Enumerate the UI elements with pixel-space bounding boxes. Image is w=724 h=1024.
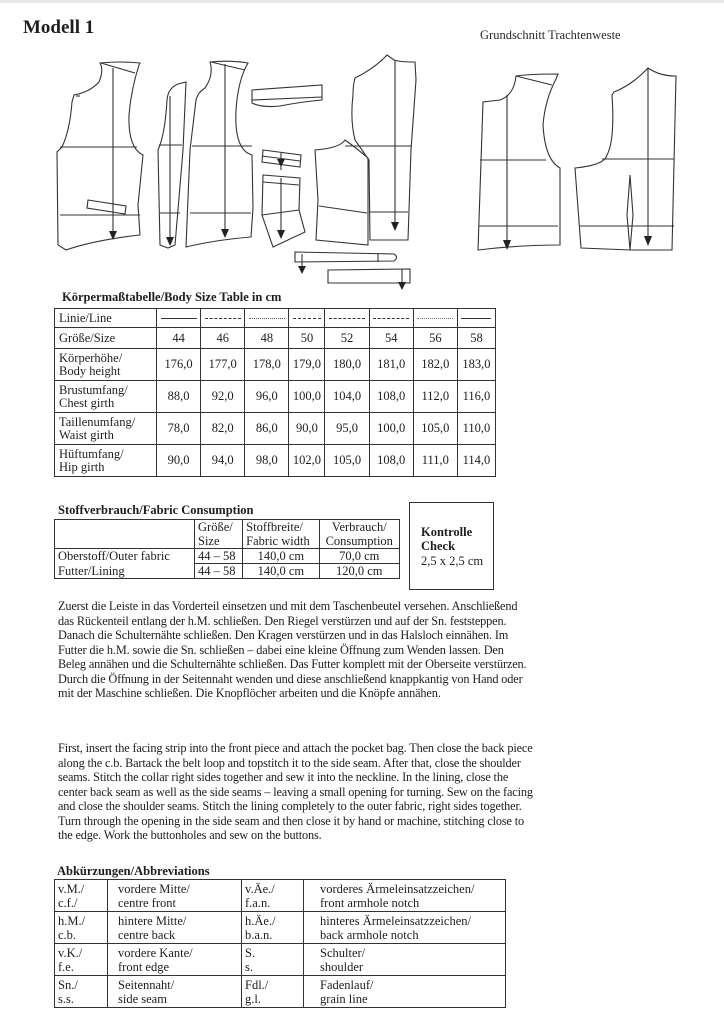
meaning-en: front edge xyxy=(118,959,170,974)
pattern-belt-loop xyxy=(295,252,410,285)
meaning-en: centre front xyxy=(118,895,176,910)
meaning-en: grain line xyxy=(320,991,368,1006)
table-row xyxy=(55,976,506,1008)
body-size-table-heading: Körpermaßtabelle/Body Size Table in cm xyxy=(62,290,282,304)
size-cell: 44 xyxy=(157,328,201,349)
meaning-en: shoulder xyxy=(320,959,364,974)
fabric-table-heading: Stoffverbrauch/Fabric Consumption xyxy=(58,503,254,517)
width-cell: 140,0 cm xyxy=(243,549,319,564)
value-cell: 100,0 xyxy=(369,413,413,445)
header-en: Fabric width xyxy=(246,534,310,548)
abbr-cell xyxy=(242,912,304,944)
meaning-de: hinteres Ärmeleinsatzzeichen/ xyxy=(320,913,471,928)
meaning-cell xyxy=(108,912,242,944)
abbr-en: s. xyxy=(245,959,253,974)
empty-header-cell xyxy=(55,520,195,549)
table-row xyxy=(55,912,506,944)
value-cell: 116,0 xyxy=(457,381,495,413)
abbr-de: h.Äe./ xyxy=(245,913,276,928)
abbr-en: s.s. xyxy=(58,991,74,1006)
label-de: Brustumfang/ xyxy=(59,382,128,397)
abbr-de: Fdl./ xyxy=(245,977,269,992)
consumption-cell: 120,0 cm xyxy=(319,564,400,579)
abbr-cell xyxy=(55,880,108,912)
meaning-cell xyxy=(304,880,506,912)
label-en: Chest girth xyxy=(59,395,115,410)
row-label: Größe/Size xyxy=(55,328,157,349)
value-cell: 183,0 xyxy=(457,349,495,381)
line-sample-short-long-dash xyxy=(289,309,325,328)
fabric-consumption-table xyxy=(54,519,400,579)
value-cell: 111,0 xyxy=(413,445,457,477)
line-sample-dotted xyxy=(245,309,289,328)
value-cell: 86,0 xyxy=(245,413,289,445)
value-cell: 96,0 xyxy=(245,381,289,413)
abbr-de: v.Äe./ xyxy=(245,881,275,896)
col-header-size xyxy=(195,520,243,549)
abbr-de: v.M./ xyxy=(58,881,85,896)
meaning-de: vordere Kante/ xyxy=(118,945,193,960)
grain-line-arrows xyxy=(109,159,652,290)
abbreviations-heading: Abkürzungen/Abbreviations xyxy=(57,864,210,878)
value-cell: 105,0 xyxy=(325,445,369,477)
value-cell: 90,0 xyxy=(157,445,201,477)
abbr-en: f.e. xyxy=(58,959,74,974)
value-cell: 178,0 xyxy=(245,349,289,381)
header-en: Size xyxy=(198,534,220,548)
check-square xyxy=(409,502,494,590)
meaning-cell xyxy=(304,944,506,976)
value-cell: 110,0 xyxy=(457,413,495,445)
table-row-line xyxy=(55,309,496,328)
meaning-cell xyxy=(304,976,506,1008)
header-de: Verbrauch/ xyxy=(331,520,387,534)
value-cell: 108,0 xyxy=(369,381,413,413)
meaning-en: centre back xyxy=(118,927,176,942)
meaning-cell xyxy=(108,976,242,1008)
label-en: Waist girth xyxy=(59,427,114,442)
value-cell: 180,0 xyxy=(325,349,369,381)
body-size-table xyxy=(54,308,496,477)
table-row-waist-girth xyxy=(55,413,496,445)
label-de: Taillenumfang/ xyxy=(59,414,136,429)
abbr-de: Sn./ xyxy=(58,977,78,992)
value-cell: 94,0 xyxy=(201,445,245,477)
meaning-de: hintere Mitte/ xyxy=(118,913,187,928)
value-cell: 114,0 xyxy=(457,445,495,477)
check-measure: 2,5 x 2,5 cm xyxy=(421,554,484,568)
check-label xyxy=(421,525,472,553)
consumption-cell: 70,0 cm xyxy=(319,549,400,564)
row-label: Linie/Line xyxy=(55,309,157,328)
table-row-chest-girth xyxy=(55,381,496,413)
size-cell: 44 – 58 xyxy=(195,564,243,579)
size-cell: 48 xyxy=(245,328,289,349)
value-cell: 102,0 xyxy=(289,445,325,477)
value-cell: 88,0 xyxy=(157,381,201,413)
label-en: Hip girth xyxy=(59,459,105,474)
instructions-german: Zuerst die Leiste in das Vorderteil einsetzen und mit dem Taschenbeutel versehen. Anschließend das Rückenteil entlang der h.M. schließen. Den Riegel verstürzen und auf der Sn. feststeppen. Danach die Schulternähte schließen. Den Kragen verstürzen und in das Halsloch einnähen. Im Futter die h.M. sowie die Sn. schließen – dabei eine kleine Öffnung zum Wenden lassen. Den Beleg annähen und die Schulternähte schließen. Das Futter komplett mit der Oberseite verstürzen. Durch die Öffnung in der Seitennaht wenden und diese anschließend knappkantig von Hand oder mit der Maschine schließen. Die Knopflöcher arbeiten und die Knöpfe annähen. xyxy=(58,599,527,700)
abbr-en: g.l. xyxy=(245,991,261,1006)
table-row xyxy=(55,549,400,564)
size-cell: 46 xyxy=(201,328,245,349)
abbr-en: c.f./ xyxy=(58,895,78,910)
size-cell: 44 – 58 xyxy=(195,549,243,564)
abbr-cell xyxy=(242,944,304,976)
abbr-en: f.a.n. xyxy=(245,895,271,910)
value-cell: 182,0 xyxy=(413,349,457,381)
value-cell: 95,0 xyxy=(325,413,369,445)
meaning-en: back armhole notch xyxy=(320,927,419,942)
header-de: Größe/ xyxy=(198,520,233,534)
header-en: Consumption xyxy=(325,534,393,548)
pattern-basic-back xyxy=(575,68,676,250)
abbr-en: c.b. xyxy=(58,927,77,942)
page-title: Modell 1 xyxy=(23,17,95,38)
value-cell: 177,0 xyxy=(201,349,245,381)
pattern-pieces-illustration xyxy=(0,0,724,300)
line-sample-fine-dotted xyxy=(413,309,457,328)
value-cell: 104,0 xyxy=(325,381,369,413)
col-header-fabric-width xyxy=(243,520,319,549)
meaning-cell xyxy=(108,880,242,912)
abbr-de: h.M./ xyxy=(58,913,86,928)
pattern-lining-front xyxy=(186,61,253,247)
row-label xyxy=(55,349,157,381)
check-label-en: Check xyxy=(421,539,456,553)
width-cell: 140,0 cm xyxy=(243,564,319,579)
row-label xyxy=(55,381,157,413)
col-header-consumption xyxy=(319,520,400,549)
pattern-collar xyxy=(252,85,322,107)
size-cell: 56 xyxy=(413,328,457,349)
size-cell: 50 xyxy=(289,328,325,349)
pattern-side-front xyxy=(315,140,368,245)
table-row-body-height xyxy=(55,349,496,381)
line-sample-dot-dot-long-dash xyxy=(457,309,495,328)
label-de: Hüftumfang/ xyxy=(59,446,124,461)
value-cell: 112,0 xyxy=(413,381,457,413)
pattern-front-piece xyxy=(57,62,143,250)
meaning-de: Fadenlauf/ xyxy=(320,977,374,992)
abbr-cell xyxy=(242,976,304,1008)
line-sample-long-dash xyxy=(201,309,245,328)
pattern-basic-front xyxy=(478,74,560,250)
value-cell: 105,0 xyxy=(413,413,457,445)
value-cell: 108,0 xyxy=(369,445,413,477)
meaning-cell xyxy=(304,912,506,944)
meaning-de: Seitennaht/ xyxy=(118,977,175,992)
check-label-de: Kontrolle xyxy=(421,525,473,539)
abbreviations-table xyxy=(54,879,506,1008)
page-subtitle: Grundschnitt Trachtenweste xyxy=(480,28,621,42)
row-label xyxy=(55,445,157,477)
line-sample-solid xyxy=(157,309,201,328)
line-sample-dash-long-dash xyxy=(369,309,413,328)
instructions-english: First, insert the facing strip into the front piece and attach the pocket bag. Then close the back piece along the c.b. Bartack the belt loop and topstitch it to the side seam. After that, close the shoulder seams. Stitch the collar right sides together and sew it into the neckline. In the lining, close the center back seam as well as the side seams – leaving a small opening for turning. Sew on the facing and close the shoulder seams. Stitch the lining completely to the outer fabric, right sides together. Turn through the opening in the side seam and then close it by hand or machine, stitching close to the edge. Work the buttonholes and sew on the buttons. xyxy=(58,741,533,842)
meaning-de: vorderes Ärmeleinsatzzeichen/ xyxy=(320,881,475,896)
meaning-de: vordere Mitte/ xyxy=(118,881,190,896)
line-sample-dashed xyxy=(325,309,369,328)
value-cell: 181,0 xyxy=(369,349,413,381)
abbr-cell xyxy=(242,880,304,912)
row-label xyxy=(55,413,157,445)
meaning-en: front armhole notch xyxy=(320,895,420,910)
abbr-de: S. xyxy=(245,945,256,960)
header-de: Stoffbreite/ xyxy=(246,520,303,534)
meaning-cell xyxy=(108,944,242,976)
table-row xyxy=(55,944,506,976)
size-cell: 58 xyxy=(457,328,495,349)
value-cell: 92,0 xyxy=(201,381,245,413)
row-label: Futter/Lining xyxy=(55,564,195,579)
meaning-de: Schulter/ xyxy=(320,945,366,960)
pattern-facing-strip xyxy=(158,82,186,248)
value-cell: 98,0 xyxy=(245,445,289,477)
value-cell: 176,0 xyxy=(157,349,201,381)
value-cell: 78,0 xyxy=(157,413,201,445)
abbr-cell xyxy=(55,976,108,1008)
value-cell: 90,0 xyxy=(289,413,325,445)
abbr-cell xyxy=(55,912,108,944)
size-cell: 54 xyxy=(369,328,413,349)
value-cell: 179,0 xyxy=(289,349,325,381)
table-row-hip-girth xyxy=(55,445,496,477)
table-row xyxy=(55,564,400,579)
table-header-row xyxy=(55,520,400,549)
value-cell: 100,0 xyxy=(289,381,325,413)
abbr-de: v.K./ xyxy=(58,945,83,960)
value-cell: 82,0 xyxy=(201,413,245,445)
abbr-en: b.a.n. xyxy=(245,927,273,942)
meaning-en: side seam xyxy=(118,991,167,1006)
label-de: Körperhöhe/ xyxy=(59,350,123,365)
table-row xyxy=(55,880,506,912)
size-cell: 52 xyxy=(325,328,369,349)
row-label: Oberstoff/Outer fabric xyxy=(55,549,195,564)
label-en: Body height xyxy=(59,363,121,378)
abbr-cell xyxy=(55,944,108,976)
table-row-size xyxy=(55,328,496,349)
